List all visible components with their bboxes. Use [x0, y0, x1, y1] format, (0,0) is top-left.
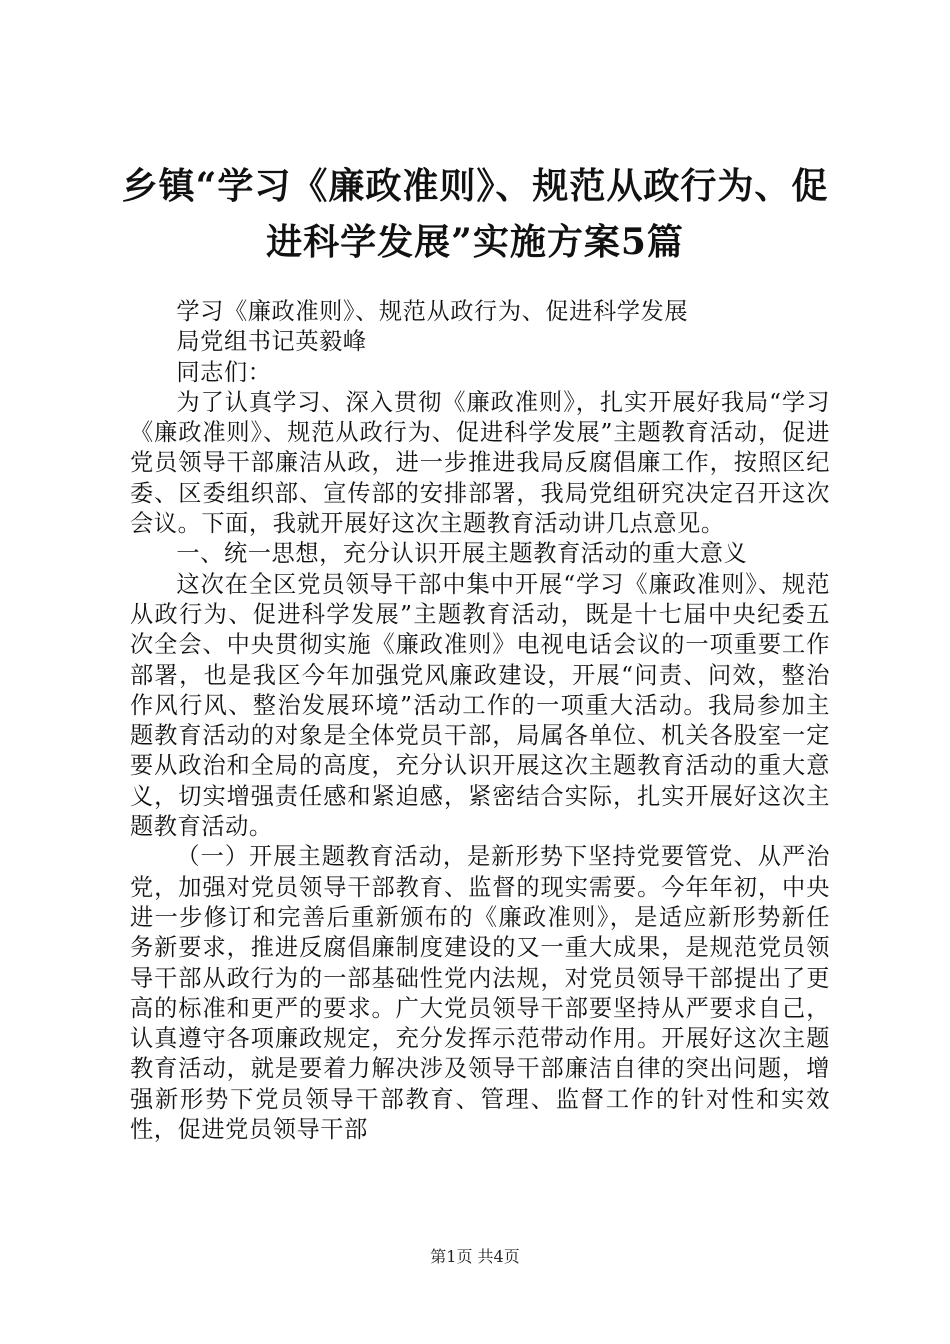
- paragraph-salutation: 同志们：: [176, 358, 272, 386]
- paragraph-subtitle: 学习《廉政准则》、规范从政行为、促进科学发展: [176, 298, 689, 325]
- document-title: 乡镇“学习《廉政准则》、规范从政行为、促进科学发展”实施方案5篇: [121, 165, 829, 263]
- section-heading: 一、统一思想，充分认识开展主题教育活动的重大意义: [176, 540, 748, 568]
- paragraph-significance: 这次在全区党员领导干部中集中开展“学习《廉政准则》、规范从政行为、促进科学发展”主题教育活动，既是十七届中央纪委五次全会、中央贯彻实施《廉政准则》电视电话会议的一项重要工作部署，也是我区今年加强党风廉政建设，开展“问责、问效，整治作风行风、整治发展环境”活动工作的一项重大活动。我局参加主题教育活动的对象是全体党员干部，局属各单位、机关各股室一定要从政治和全局的高度，充分认识开展这次主题教育活动的重大意义，切实增强责任感和紧迫感，紧密结合实际，扎实开展好这次主题教育活动。: [130, 570, 830, 841]
- page-footer: 第1页 共4页: [430, 1247, 520, 1266]
- paragraph-intro: 为了认真学习、深入贯彻《廉政准则》，扎实开展好我局“学习《廉政准则》、规范从政行为、促进科学发展”主题教育活动，促进党员领导干部廉洁从政，进一步推进我局反腐倡廉工作，按照区纪委、区委组织部、宣传部的安排部署，我局党组研究决定召开这次会议。下面，我就开展好这次主题教育活动讲几点意见。: [130, 388, 830, 538]
- document-body: [130, 297, 830, 1145]
- paragraph-author: 局党组书记英毅峰: [176, 328, 367, 356]
- paragraph-point-one: （一）开展主题教育活动，是新形势下坚持党要管党、从严治党，加强对党员领导干部教育、监督的现实需要。今年年初，中央进一步修订和完善后重新颁布的《廉政准则》，是适应新形势新任务新要求，推进反腐倡廉制度建设的又一重大成果，是规范党员领导干部从政行为的一部基础性党内法规，对党员领导干部提出了更高的标准和更严的要求。广大党员领导干部要坚持从严要求自己，认真遵守各项廉政规定，充分发挥示范带动作用。开展好这次主题教育活动，就是要着力解决涉及领导干部廉洁自律的突出问题，增强新形势下党员领导干部教育、管理、监督工作的针对性和实效性，促进党员领导干部: [130, 843, 830, 1144]
